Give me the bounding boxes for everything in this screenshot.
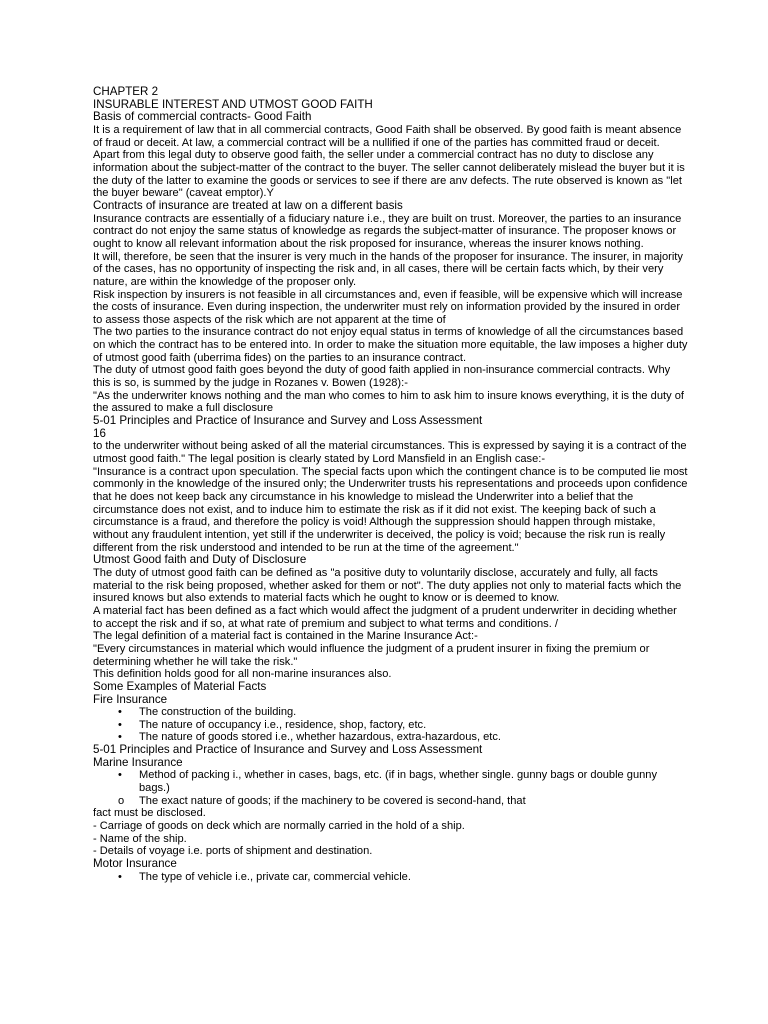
- list-item-text: The nature of occupancy i.e., residence, shop, factory, etc.: [139, 718, 427, 731]
- fire-list: [93, 706, 688, 744]
- subsection-heading-fire: Fire Insurance: [93, 692, 168, 706]
- running-header: 5-01 Principles and Practice of Insurance and Survey and Loss Assessment: [93, 414, 483, 428]
- subsection-heading-motor: Motor Insurance: [93, 857, 177, 871]
- subsection-heading-marine: Marine Insurance: [93, 755, 183, 769]
- list-item-text: Method of packing i., whether in cases, bags, etc. (if in bags, whether single. gunny bags or double gunny bags.): [139, 769, 658, 795]
- motor-list: [93, 871, 688, 884]
- paragraph: fact must be disclosed.: [93, 807, 206, 820]
- quote-paragraph: "As the underwriter knows nothing and the man who comes to him to ask him to insure knows everything, it is the duty of the assured to make a full disclosure: [93, 389, 684, 415]
- list-item-text: The construction of the building.: [139, 706, 297, 719]
- chapter-title: INSURABLE INTEREST AND UTMOST GOOD FAITH: [93, 97, 373, 111]
- list-item-text: The nature of goods stored i.e., whether hazardous, extra-hazardous, etc.: [139, 731, 501, 744]
- paragraph: This definition holds good for all non-marine insurances also.: [93, 668, 392, 681]
- paragraph: It will, therefore, be seen that the insurer is very much in the hands of the proposer for insurance. The insurer, in majority of the cases, has no opportunity of inspecting the risk and, in all cases, there will be certain facts which, by their very nature, are within the knowledge of the proposer only.: [93, 250, 683, 288]
- list-item-text: The exact nature of goods; if the machinery to be covered is second-hand, that: [139, 794, 526, 807]
- bullet-icon: •: [118, 718, 122, 731]
- section-heading: Basis of commercial contracts- Good Faith: [93, 110, 312, 124]
- dash-item: - Details of voyage i.e. ports of shipment and destination.: [93, 845, 373, 858]
- circle-bullet-icon: o: [118, 794, 125, 807]
- running-header: 5-01 Principles and Practice of Insurance and Survey and Loss Assessment: [93, 743, 483, 757]
- list-item: [93, 795, 688, 808]
- section-heading: Contracts of insurance are treated at law on a different basis: [93, 198, 403, 212]
- paragraph: The legal definition of a material fact is contained in the Marine Insurance Act:-: [93, 630, 478, 643]
- paragraph: to the underwriter without being asked of all the material circumstances. This is expressed by saying it is a contract of the utmost good faith." The legal position is clearly stated by Lord Mansfield in an English case:-: [93, 440, 687, 466]
- list-item: [93, 731, 688, 744]
- list-item: [93, 719, 688, 732]
- bullet-icon: •: [118, 870, 122, 883]
- list-item: [93, 706, 688, 719]
- section-heading: Utmost Good faith and Duty of Disclosure: [93, 553, 307, 567]
- paragraph: It is a requirement of law that in all commercial contracts, Good Faith shall be observed. By good faith is meant absence of fraud or deceit. At law, a commercial contract will be a nullified if one of the parties has committed fraud or deceit.: [93, 123, 682, 149]
- section-heading: Some Examples of Material Facts: [93, 679, 267, 693]
- page-number: 16: [93, 426, 106, 440]
- quote-paragraph: "Every circumstances in material which would influence the judgment of a prudent insurer in fixing the premium or determining whether he will take the risk.": [93, 642, 650, 668]
- paragraph: Risk inspection by insurers is not feasible in all circumstances and, even if feasible, will be expensive which will increase the costs of insurance. Even during inspection, the underwriter must rely on information provided by the insured in order to assess those aspects of the risk which are not apparent at the time of: [93, 288, 683, 326]
- paragraph: A material fact has been defined as a fact which would affect the judgment of a prudent underwriter in deciding whether to accept the risk and if so, at what rate of premium and subject to what terms and conditions. /: [93, 604, 677, 630]
- quote-paragraph: "Insurance is a contract upon speculation. The special facts upon which the contingent chance is to be computed lie most commonly in the knowledge of the insured only; the Underwriter trusts his representations and proceeds upon confidence that he does not keep back any circumstance in his knowledge to mislead the Underwriter into a belief that the circumstance does not exist, and to induce him to estimate the risk as if it did not exist. The keeping back of such a circumstance is a fraud, and therefore the policy is void! Although the suppression should happen through mistake, without any fraudulent intention, yet still if the underwriter is deceived, the policy is void; because the risk run is really different from the risk understood and intended to be run at the time of the agreement.": [93, 465, 688, 554]
- marine-list: [93, 769, 688, 807]
- paragraph: Apart from this legal duty to observe good faith, the seller under a commercial contract has no duty to disclose any information about the subject-matter of the contract to the buyer. The seller cannot deliberately mislead the buyer but it is the duty of the latter to examine the goods or services to see if there are anv defects. The rute observed is known as "let the buyer beware" (caveat emptor).Y: [93, 149, 685, 200]
- dash-item: - Carriage of goods on deck which are normally carried in the hold of a ship.: [93, 820, 465, 833]
- chapter-label: CHAPTER 2: [93, 85, 159, 98]
- bullet-icon: •: [118, 731, 122, 744]
- dash-item: - Name of the ship.: [93, 832, 187, 845]
- list-item: [93, 769, 688, 794]
- paragraph: The duty of utmost good faith goes beyond the duty of good faith applied in non-insurance commercial contracts. Why this is so, is summed by the judge in Rozanes v. Bowen (1928):-: [93, 364, 671, 390]
- paragraph: Insurance contracts are essentially of a fiduciary nature i.e., they are built on trust. Moreover, the parties to an insurance contract do not enjoy the same status of knowledge as regards the subject-matter of insurance. The proposer knows or ought to know all relevant information about the risk proposed for insurance, whereas the insurer knows nothing.: [93, 212, 682, 250]
- list-item-text: The type of vehicle i.e., private car, commercial vehicle.: [139, 870, 411, 883]
- bullet-icon: •: [118, 706, 122, 719]
- list-item: [93, 871, 688, 884]
- bullet-icon: •: [118, 769, 122, 782]
- paragraph: The duty of utmost good faith can be defined as "a positive duty to voluntarily disclose, accurately and fully, all facts material to the risk being proposed, whether asked for them or not". The duty applies not only to material facts which the insured knows but also extends to material facts which he ought to know or is deemed to know.: [93, 566, 682, 605]
- paragraph: The two parties to the insurance contract do not enjoy equal status in terms of knowledge of all the circumstances based on which the contract has to be entered into. In order to make the situation more equitable, the law imposes a higher duty of utmost good faith (uberrima fides) on the parties to an insurance contract.: [93, 326, 688, 364]
